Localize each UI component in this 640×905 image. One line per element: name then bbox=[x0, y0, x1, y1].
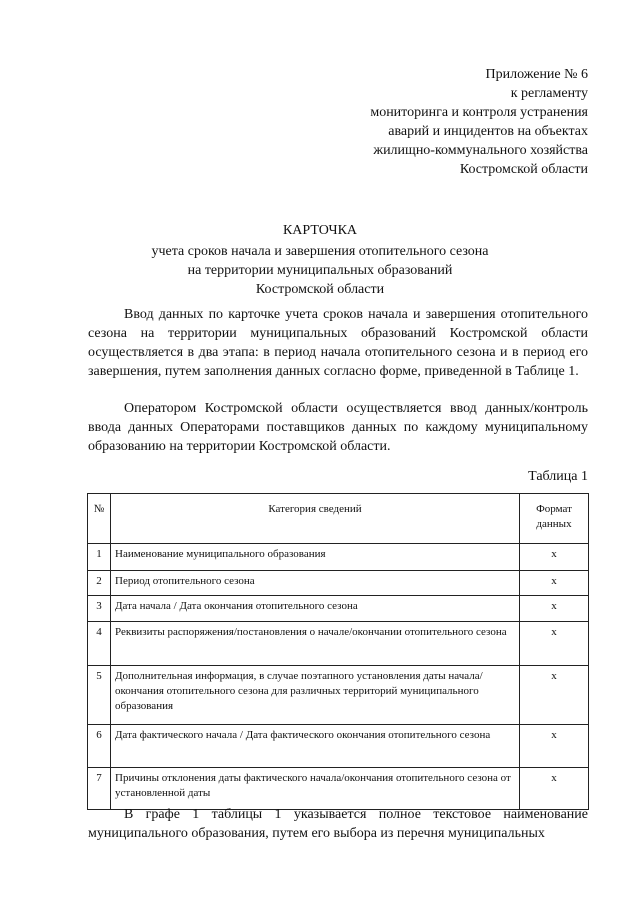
card-subtitle-line: Костромской области bbox=[255, 282, 385, 297]
appendix-line: к регламенту bbox=[510, 86, 588, 101]
row-format: x bbox=[520, 768, 589, 810]
card-subtitle-line: учета сроков начала и завершения отопительного сезона bbox=[151, 244, 489, 259]
row-category: Наименование муниципального образования bbox=[111, 544, 520, 571]
table-caption: Таблица 1 bbox=[528, 469, 588, 484]
table-row bbox=[88, 596, 589, 622]
appendix-line: жилищно-коммунального хозяйства bbox=[373, 143, 588, 158]
row-category: Дата начала / Дата окончания отопительного сезона bbox=[111, 596, 520, 622]
header-format: Формат данных bbox=[520, 494, 589, 544]
row-num: 6 bbox=[88, 725, 111, 768]
row-format: x bbox=[520, 666, 589, 725]
appendix-line: Приложение № 6 bbox=[485, 67, 588, 82]
appendix-header bbox=[370, 65, 588, 179]
appendix-line: Костромской области bbox=[459, 162, 588, 177]
appendix-line: мониторинга и контроля устранения bbox=[370, 105, 588, 120]
table-header-row bbox=[88, 494, 589, 544]
row-category: Реквизиты распоряжения/постановления о начале/окончании отопительного сезона bbox=[111, 622, 520, 666]
info-table bbox=[87, 493, 589, 810]
row-num: 2 bbox=[88, 571, 111, 596]
table-row bbox=[88, 725, 589, 768]
row-category: Период отопительного сезона bbox=[111, 571, 520, 596]
header-num: № bbox=[88, 494, 111, 544]
row-category: Причины отклонения даты фактического начала/окончания отопительного сезона от установленной даты bbox=[111, 768, 520, 810]
table-row bbox=[88, 544, 589, 571]
row-format: x bbox=[520, 725, 589, 768]
appendix-line: аварий и инцидентов на объектах bbox=[388, 124, 588, 139]
row-num: 3 bbox=[88, 596, 111, 622]
paragraph-text: Оператором Костромской области осуществляется ввод данных/контроль ввода данных Операторами поставщиков данных по каждому муниципальному образованию на территории Костромской области. bbox=[88, 401, 588, 454]
table-row bbox=[88, 571, 589, 596]
row-format: x bbox=[520, 544, 589, 571]
paragraph-operator bbox=[88, 399, 588, 456]
paragraph-data-entry bbox=[88, 305, 588, 381]
paragraph-text: В графе 1 таблицы 1 указывается полное текстовое наименование муниципального образования, путем его выбора из перечня муниципальных bbox=[88, 807, 588, 841]
row-num: 5 bbox=[88, 666, 111, 725]
card-title: КАРТОЧКА bbox=[282, 223, 358, 238]
header-category: Категория сведений bbox=[111, 494, 520, 544]
card-subtitle-line: на территории муниципальных образований bbox=[187, 263, 453, 278]
table-row bbox=[88, 622, 589, 666]
table-row bbox=[88, 666, 589, 725]
paragraph-column-1 bbox=[88, 805, 588, 843]
card-title-block bbox=[0, 221, 640, 299]
row-category: Дополнительная информация, в случае поэтапного установления даты начала/окончания отопительного сезона для различных территорий муниципального образования bbox=[111, 666, 520, 725]
table-row bbox=[88, 768, 589, 810]
paragraph-text: Ввод данных по карточке учета сроков начала и завершения отопительного сезона на территории муниципальных образований Костромской области осуществляется в два этапа: в период начала отопительного сезона и в период его завершения, путем заполнения данных согласно форме, приведенной в Таблице 1. bbox=[88, 307, 588, 379]
row-num: 7 bbox=[88, 768, 111, 810]
row-format: x bbox=[520, 596, 589, 622]
row-format: x bbox=[520, 571, 589, 596]
row-num: 4 bbox=[88, 622, 111, 666]
row-format: x bbox=[520, 622, 589, 666]
row-num: 1 bbox=[88, 544, 111, 571]
row-category: Дата фактического начала / Дата фактического окончания отопительного сезона bbox=[111, 725, 520, 768]
